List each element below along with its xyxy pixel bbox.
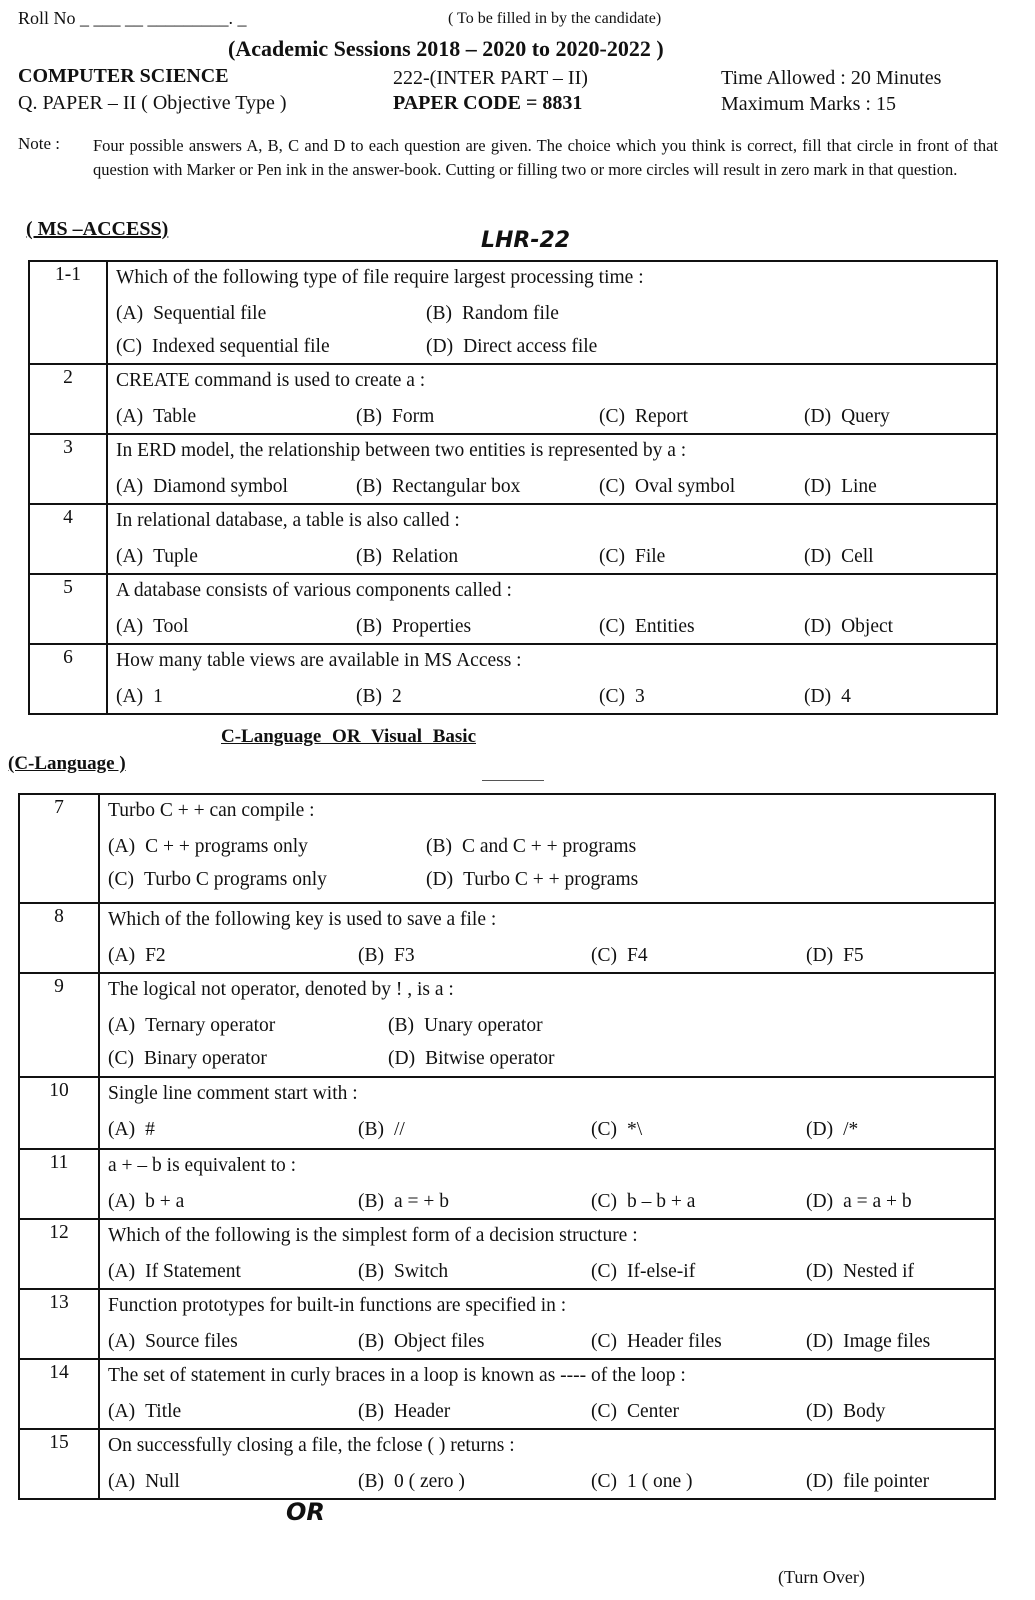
option-text: Direct access file	[463, 336, 598, 357]
option-text: 2	[392, 686, 402, 707]
option-b	[358, 1185, 449, 1218]
option-label: (D)	[804, 546, 832, 567]
option-text: Entities	[635, 616, 695, 637]
option-label: (C)	[599, 476, 625, 497]
question-number: 2	[29, 364, 107, 434]
option-text: C and C + + programs	[462, 836, 637, 857]
option-text: F2	[145, 945, 166, 966]
option-a	[108, 1113, 155, 1146]
option-text: Switch	[394, 1261, 449, 1282]
option-c	[591, 939, 648, 972]
option-text: Source files	[145, 1331, 238, 1352]
option-label: (D)	[806, 1331, 834, 1352]
turn-over: (Turn Over)	[778, 1567, 865, 1587]
option-label: (D)	[804, 406, 832, 427]
option-c	[599, 610, 695, 643]
option-label: (C)	[599, 406, 625, 427]
question-number: 4	[29, 504, 107, 574]
options-row	[108, 1009, 994, 1042]
option-label: (C)	[591, 1331, 617, 1352]
option-label: (A)	[108, 945, 136, 966]
option-label: (A)	[116, 406, 144, 427]
option-b	[356, 680, 402, 713]
option-d	[388, 1042, 555, 1075]
option-label: (C)	[599, 686, 625, 707]
option-text: Table	[153, 406, 197, 427]
option-label: (D)	[426, 336, 454, 357]
option-text: F4	[627, 945, 648, 966]
option-label: (C)	[591, 1471, 617, 1492]
option-label: (A)	[116, 546, 144, 567]
question-body	[99, 1077, 995, 1149]
option-text: /*	[843, 1119, 859, 1140]
question-text: In ERD model, the relationship between two entities is represented by a :	[116, 440, 687, 461]
option-text: b + a	[145, 1191, 185, 1212]
question-body	[107, 644, 997, 714]
option-text: If Statement	[145, 1261, 241, 1282]
section-c-language: (C-Language )	[8, 753, 126, 774]
option-label: (C)	[591, 1261, 617, 1282]
option-text: Turbo C programs only	[144, 869, 327, 890]
option-label: (B)	[426, 303, 452, 324]
c-language-table	[18, 793, 996, 1500]
option-text: Tool	[153, 616, 189, 637]
question-number: 14	[19, 1359, 99, 1429]
option-label: (A)	[116, 686, 144, 707]
options-row	[116, 297, 996, 330]
question-row	[29, 644, 997, 714]
option-label: (A)	[116, 303, 144, 324]
option-text: Random file	[462, 303, 559, 324]
option-label: (B)	[426, 836, 452, 857]
option-d	[426, 863, 638, 896]
option-label: (C)	[599, 616, 625, 637]
option-label: (A)	[108, 1331, 136, 1352]
option-a	[108, 1009, 275, 1042]
option-label: (A)	[108, 1015, 136, 1036]
option-label: (B)	[356, 476, 382, 497]
option-label: (B)	[358, 945, 384, 966]
option-label: (C)	[599, 546, 625, 567]
option-text: Null	[145, 1471, 180, 1492]
question-row	[19, 973, 995, 1077]
question-number: 12	[19, 1219, 99, 1289]
option-label: (A)	[116, 476, 144, 497]
option-b	[356, 470, 520, 503]
question-text: Which of the following is the simplest form of a decision structure :	[108, 1225, 638, 1246]
note-label: Note :	[18, 134, 61, 153]
question-number: 15	[19, 1429, 99, 1499]
question-text: The logical not operator, denoted by ! , is a :	[108, 979, 454, 1000]
option-c	[591, 1395, 679, 1428]
question-text: Which of the following key is used to save a file :	[108, 909, 497, 930]
option-d	[806, 1185, 912, 1218]
option-label: (D)	[804, 616, 832, 637]
option-text: Center	[627, 1401, 679, 1422]
option-label: (A)	[116, 616, 144, 637]
question-number: 9	[19, 973, 99, 1077]
subject: COMPUTER SCIENCE	[18, 65, 229, 87]
option-c	[591, 1185, 695, 1218]
option-c	[591, 1325, 722, 1358]
paper-code: PAPER CODE = 8831	[393, 92, 583, 114]
question-text: Function prototypes for built-in functions are specified in :	[108, 1295, 567, 1316]
option-b	[388, 1009, 543, 1042]
option-b	[358, 939, 415, 972]
options-row	[108, 1255, 994, 1288]
ms-access-table	[28, 260, 998, 715]
question-body	[99, 1149, 995, 1219]
option-b	[426, 297, 559, 330]
option-label: (C)	[591, 1119, 617, 1140]
option-text: a = a + b	[843, 1191, 912, 1212]
question-row	[19, 794, 995, 903]
question-row	[29, 434, 997, 504]
option-a	[108, 830, 308, 863]
question-row	[19, 903, 995, 973]
options-row	[116, 470, 996, 503]
question-number: 13	[19, 1289, 99, 1359]
time-allowed: Time Allowed : 20 Minutes	[721, 67, 942, 89]
question-text: The set of statement in curly braces in a loop is known as ---- of the loop :	[108, 1365, 686, 1386]
paper-type: Q. PAPER – II ( Objective Type )	[18, 92, 287, 114]
option-text: Oval symbol	[635, 476, 736, 497]
options-row	[108, 830, 994, 863]
option-c	[591, 1113, 642, 1146]
option-label: (B)	[356, 616, 382, 637]
option-d	[806, 939, 864, 972]
options-row	[116, 680, 996, 713]
option-a	[108, 1255, 241, 1288]
option-text: #	[145, 1119, 155, 1140]
option-text: a = + b	[394, 1191, 450, 1212]
question-body	[107, 364, 997, 434]
option-d	[806, 1113, 858, 1146]
option-c	[599, 680, 645, 713]
option-a	[116, 680, 163, 713]
roll-no: Roll No _ ___ __ _________. _	[18, 8, 247, 28]
option-d	[804, 400, 890, 433]
option-a	[116, 540, 198, 573]
option-label: (A)	[108, 1401, 136, 1422]
option-label: (D)	[806, 1471, 834, 1492]
option-a	[116, 400, 196, 433]
option-text: //	[394, 1119, 405, 1140]
option-d	[806, 1255, 914, 1288]
note-text: Four possible answers A, B, C and D to each question are given. The choice which you think is correct, fill that circle in front of that question with Marker or Pen ink in the answer-book. Cutting or filling two or more circles will result in zero mark in that question.	[93, 136, 998, 179]
option-d	[804, 470, 877, 503]
question-body	[107, 434, 997, 504]
option-text: Bitwise operator	[425, 1048, 555, 1069]
option-text: Query	[841, 406, 890, 427]
option-a	[116, 470, 288, 503]
question-text: A database consists of various components called :	[116, 580, 512, 601]
option-text: Object	[841, 616, 894, 637]
option-label: (B)	[358, 1471, 384, 1492]
option-text: Properties	[392, 616, 472, 637]
max-marks: Maximum Marks : 15	[721, 93, 896, 115]
question-number: 11	[19, 1149, 99, 1219]
option-text: 0 ( zero )	[394, 1471, 465, 1492]
option-text: If-else-if	[627, 1261, 696, 1282]
option-text: *\	[627, 1119, 643, 1140]
question-row	[19, 1359, 995, 1429]
option-label: (D)	[806, 1191, 834, 1212]
handwritten-code: LHR-22	[481, 228, 571, 253]
option-text: Sequential file	[153, 303, 267, 324]
question-body	[107, 261, 997, 364]
option-label: (D)	[806, 945, 834, 966]
option-c	[599, 470, 735, 503]
option-a	[108, 939, 166, 972]
question-body	[99, 1359, 995, 1429]
option-text: file pointer	[843, 1471, 930, 1492]
option-label: (B)	[356, 406, 382, 427]
option-d	[806, 1325, 930, 1358]
option-label: (C)	[116, 336, 142, 357]
option-label: (A)	[108, 836, 136, 857]
option-label: (B)	[356, 686, 382, 707]
option-text: F3	[394, 945, 415, 966]
option-b	[358, 1465, 465, 1498]
option-d	[804, 540, 874, 573]
options-row	[116, 400, 996, 433]
option-c	[599, 400, 688, 433]
question-body	[99, 903, 995, 973]
option-b	[358, 1255, 448, 1288]
option-label: (D)	[806, 1401, 834, 1422]
options-row	[108, 863, 994, 896]
option-text: Header	[394, 1401, 451, 1422]
question-text: Which of the following type of file require largest processing time :	[116, 267, 644, 288]
option-a	[116, 610, 189, 643]
option-c	[599, 540, 665, 573]
options-row	[108, 1465, 994, 1498]
option-text: Image files	[843, 1331, 931, 1352]
question-row	[29, 261, 997, 364]
option-text: Body	[843, 1401, 886, 1422]
question-number: 3	[29, 434, 107, 504]
options-row	[108, 1395, 994, 1428]
option-text: 1	[153, 686, 163, 707]
option-text: Title	[145, 1401, 182, 1422]
option-label: (A)	[108, 1261, 136, 1282]
option-c	[108, 1042, 267, 1075]
option-b	[426, 830, 636, 863]
option-b	[356, 540, 458, 573]
option-b	[358, 1325, 484, 1358]
option-label: (A)	[108, 1471, 136, 1492]
question-row	[19, 1149, 995, 1219]
question-row	[19, 1429, 995, 1499]
question-row	[19, 1077, 995, 1149]
options-row	[108, 1042, 994, 1075]
question-row	[29, 504, 997, 574]
question-body	[99, 794, 995, 903]
divider-mark	[482, 780, 544, 781]
question-row	[19, 1289, 995, 1359]
option-label: (C)	[591, 1401, 617, 1422]
question-number: 7	[19, 794, 99, 903]
option-a	[108, 1395, 181, 1428]
option-text: Line	[841, 476, 877, 497]
question-body	[107, 574, 997, 644]
option-text: Object files	[394, 1331, 485, 1352]
option-label: (C)	[108, 1048, 134, 1069]
options-row	[116, 330, 996, 363]
question-row	[29, 364, 997, 434]
section-choice: C-Language OR Visual Basic	[221, 726, 477, 747]
question-number: 6	[29, 644, 107, 714]
option-text: Indexed sequential file	[152, 336, 330, 357]
question-number: 10	[19, 1077, 99, 1149]
option-label: (D)	[804, 476, 832, 497]
option-c	[591, 1465, 693, 1498]
option-text: Header files	[627, 1331, 722, 1352]
option-text: Nested if	[843, 1261, 915, 1282]
option-label: (B)	[358, 1401, 384, 1422]
option-text: Relation	[392, 546, 459, 567]
options-row	[108, 1325, 994, 1358]
option-b	[358, 1113, 405, 1146]
question-text: CREATE command is used to create a :	[116, 370, 426, 391]
option-text: File	[635, 546, 666, 567]
option-label: (D)	[806, 1261, 834, 1282]
options-row	[116, 540, 996, 573]
question-body	[107, 504, 997, 574]
option-label: (C)	[108, 869, 134, 890]
fill-note: ( To be filled in by the candidate)	[448, 10, 662, 27]
question-text: Single line comment start with :	[108, 1083, 358, 1104]
question-body	[99, 1219, 995, 1289]
question-number: 1-1	[29, 261, 107, 364]
option-d	[806, 1465, 929, 1498]
option-text: Turbo C + + programs	[463, 869, 639, 890]
option-label: (B)	[358, 1331, 384, 1352]
option-text: C + + programs only	[145, 836, 308, 857]
option-label: (D)	[426, 869, 454, 890]
options-row	[108, 1113, 994, 1146]
option-c	[116, 330, 330, 363]
option-text: 1 ( one )	[627, 1471, 693, 1492]
options-row	[108, 1185, 994, 1218]
option-text: Form	[392, 406, 435, 427]
question-number: 5	[29, 574, 107, 644]
course: 222-(INTER PART – II)	[393, 67, 588, 89]
option-text: Unary operator	[424, 1015, 543, 1036]
option-d	[804, 680, 851, 713]
option-a	[108, 1185, 184, 1218]
option-label: (B)	[358, 1261, 384, 1282]
option-label: (C)	[591, 1191, 617, 1212]
option-label: (D)	[804, 686, 832, 707]
option-text: Ternary operator	[145, 1015, 276, 1036]
options-row	[116, 610, 996, 643]
option-d	[804, 610, 893, 643]
question-text: On successfully closing a file, the fclose ( ) returns :	[108, 1435, 515, 1456]
option-label: (A)	[108, 1119, 136, 1140]
option-a	[108, 1465, 180, 1498]
or-text: OR	[286, 1498, 325, 1526]
option-label: (D)	[806, 1119, 834, 1140]
question-row	[29, 574, 997, 644]
option-text: Tuple	[153, 546, 198, 567]
option-text: Diamond symbol	[153, 476, 288, 497]
option-d	[426, 330, 597, 363]
option-label: (D)	[388, 1048, 416, 1069]
options-row	[108, 939, 994, 972]
option-text: 4	[841, 686, 851, 707]
option-text: F5	[843, 945, 864, 966]
question-row	[19, 1219, 995, 1289]
question-text: Turbo C + + can compile :	[108, 800, 315, 821]
option-text: Cell	[841, 546, 874, 567]
option-label: (B)	[388, 1015, 414, 1036]
option-text: Binary operator	[144, 1048, 267, 1069]
question-number: 8	[19, 903, 99, 973]
option-label: (B)	[356, 546, 382, 567]
option-b	[358, 1395, 450, 1428]
section-ms-access: ( MS –ACCESS)	[26, 218, 169, 240]
option-d	[806, 1395, 885, 1428]
sessions-title: (Academic Sessions 2018 – 2020 to 2020-2022 )	[228, 36, 664, 61]
option-c	[591, 1255, 695, 1288]
option-text: b – b + a	[627, 1191, 696, 1212]
question-body	[99, 1429, 995, 1499]
question-text: How many table views are available in MS Access :	[116, 650, 522, 671]
question-text: In relational database, a table is also called :	[116, 510, 460, 531]
option-label: (B)	[358, 1119, 384, 1140]
question-body	[99, 973, 995, 1077]
option-c	[108, 863, 327, 896]
option-text: Rectangular box	[392, 476, 521, 497]
option-text: Report	[635, 406, 689, 427]
option-b	[356, 400, 434, 433]
option-label: (B)	[358, 1191, 384, 1212]
option-a	[116, 297, 266, 330]
question-body	[99, 1289, 995, 1359]
option-b	[356, 610, 471, 643]
option-label: (C)	[591, 945, 617, 966]
option-label: (A)	[108, 1191, 136, 1212]
option-text: 3	[635, 686, 645, 707]
option-a	[108, 1325, 238, 1358]
question-text: a + – b is equivalent to :	[108, 1155, 297, 1176]
